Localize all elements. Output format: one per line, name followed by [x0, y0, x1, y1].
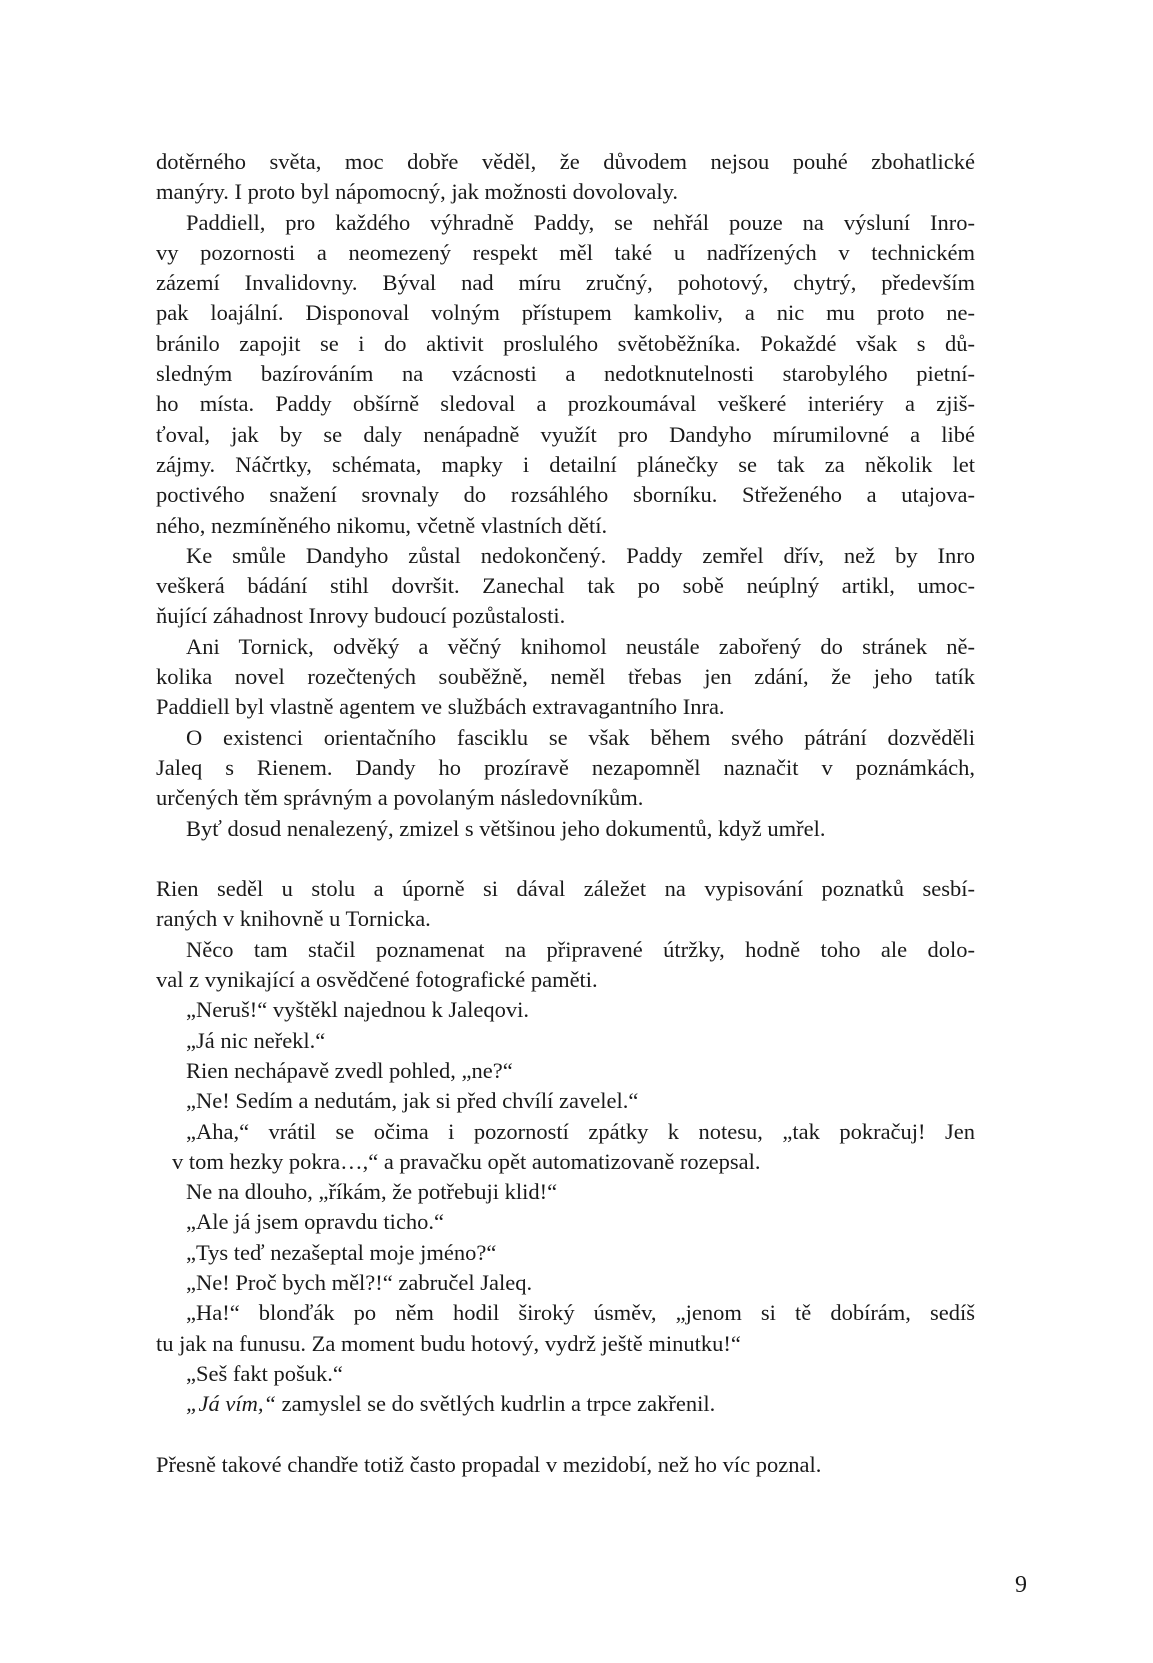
text-line: raných v knihovně u Tornicka.: [156, 906, 431, 932]
text-line: Přesně takové chandře totiž často propadal v mezidobí, než ho víc poznal.: [156, 1451, 822, 1477]
text-line: Ani Tornick, odvěký a věčný knihomol neustále zabořený do stránek ně-: [186, 633, 975, 659]
paragraph: [156, 935, 975, 996]
text-line: „Ne! Sedím a nedutám, jak si před chvílí zavelel.“: [186, 1088, 639, 1114]
page-number: 9: [1015, 1572, 1027, 1598]
text-line: v tom hezky pokra…,“ a pravačku opět automatizovaně rozepsal.: [172, 1148, 761, 1174]
paragraph: [156, 208, 975, 541]
text-line: zájmy. Náčrtky, schémata, mapky i detailní plánečky se tak za několik let: [156, 451, 975, 477]
text-line: tu jak na funusu. Za moment budu hotový, vydrž ještě minutku!“: [156, 1330, 741, 1356]
paragraph: [156, 723, 975, 814]
paragraph: [156, 541, 975, 632]
text-line: poctivého snažení srovnaly do rozsáhlého sborníku. Střeženého a utajova-: [156, 482, 975, 508]
text-line: určených těm správným a povolaným následovníkům.: [156, 785, 644, 811]
text-line: „Tys teď nezašeptal moje jméno?“: [186, 1239, 497, 1265]
paragraph: [156, 1207, 975, 1237]
paragraph: [156, 1086, 975, 1116]
text-line: kolika novel rozečtených souběžně, neměl třebas jen zdání, že jeho tatík: [156, 664, 975, 690]
paragraph: [156, 1056, 975, 1086]
text-line: vy pozornosti a neomezený respekt měl také u nadřízených v technickém: [156, 239, 975, 265]
text-line: pak loajální. Disponoval volným přístupem kamkoliv, a nic mu proto ne-: [156, 300, 975, 326]
paragraph: [156, 632, 975, 723]
page-text: [156, 147, 975, 1480]
text-line: „Seš fakt pošuk.“: [186, 1360, 343, 1386]
paragraph: [156, 1359, 975, 1389]
text-line: bránilo zapojit se i do aktivit proslulého světoběžníka. Pokaždé však s dů-: [156, 330, 975, 356]
text-line: sledným bazírováním na vzácnosti a nedotknutelnosti starobylého pietní-: [156, 361, 975, 387]
text-line: manýry. I proto byl nápomocný, jak možnosti dovolovaly.: [156, 179, 678, 205]
text-line: Něco tam stačil poznamenat na připravené útržky, hodně toho ale dolo-: [186, 936, 975, 962]
paragraph-gap: [156, 1419, 975, 1449]
paragraph: [156, 1238, 975, 1268]
text-line: „Ne! Proč bych měl?!“ zabručel Jaleq.: [186, 1269, 533, 1295]
text-line: Byť dosud nenalezený, zmizel s většinou jeho dokumentů, když umřel.: [186, 815, 826, 841]
text-line: „Já nic neřekl.“: [186, 1027, 326, 1053]
text-line: „Ha!“ blonďák po něm hodil široký úsměv, „jenom si tě dobírám, sedíš: [186, 1300, 975, 1326]
text-line: ho místa. Paddy obšírně sledoval a prozkoumával veškeré interiéry a zjiš-: [156, 391, 975, 417]
paragraph: [156, 874, 975, 935]
text-line: veškerá bádání stihl dovršit. Zanechal tak po sobě neúplný artikl, umoc-: [156, 573, 975, 599]
paragraph: [156, 147, 975, 208]
text-line: ného, nezmíněného nikomu, včetně vlastních dětí.: [156, 512, 608, 538]
text-line: Paddiell byl vlastně agentem ve službách extravagantního Inra.: [156, 694, 725, 720]
text-line: Rien seděl u stolu a úporně si dával záležet na vypisování poznatků sesbí-: [156, 876, 975, 902]
italic-text: „Já vím,“: [186, 1391, 276, 1417]
paragraph: [156, 1268, 975, 1298]
paragraph: [156, 814, 975, 844]
paragraph: [156, 1177, 975, 1207]
paragraph-gap: [156, 844, 975, 874]
paragraph: [156, 1389, 975, 1419]
plain-text: zamyslel se do světlých kudrlin a trpce zakřenil.: [276, 1391, 716, 1417]
text-line: „Aha,“ vrátil se očima i pozorností zpátky k notesu, „tak pokračuj! Jen: [186, 1118, 975, 1144]
text-line: O existenci orientačního fasciklu se však během svého pátrání dozvěděli: [186, 724, 975, 750]
paragraph: [156, 995, 975, 1025]
text-line: ňující záhadnost Inrovy budoucí pozůstalosti.: [156, 603, 566, 629]
text-line: ťoval, jak by se daly nenápadně využít pro Dandyho mírumilovné a libé: [156, 421, 975, 447]
paragraph: [156, 1117, 975, 1178]
text-line: Rien nechápavě zvedl pohled, „ne?“: [186, 1057, 513, 1083]
text-line: [156, 1389, 975, 1419]
text-line: „Ale já jsem opravdu ticho.“: [186, 1209, 445, 1235]
paragraph: [156, 1450, 975, 1480]
text-line: „Neruš!“ vyštěkl najednou k Jaleqovi.: [186, 997, 530, 1023]
paragraph: [156, 1298, 975, 1359]
text-line: dotěrného světa, moc dobře věděl, že důvodem nejsou pouhé zbohatlické: [156, 149, 975, 174]
text-line: Jaleq s Rienem. Dandy ho prozíravě nezapomněl naznačit v poznámkách,: [156, 754, 975, 780]
text-line: zázemí Invalidovny. Býval nad míru zručný, pohotový, chytrý, především: [156, 270, 975, 296]
paragraph: [156, 1026, 975, 1056]
text-line: val z vynikající a osvědčené fotografické paměti.: [156, 967, 598, 993]
text-line: Ke smůle Dandyho zůstal nedokončený. Paddy zemřel dřív, než by Inro: [186, 542, 975, 568]
text-line: Ne na dlouho, „říkám, že potřebuji klid!“: [186, 1179, 558, 1205]
text-line: Paddiell, pro každého výhradně Paddy, se nehřál pouze na výsluní Inro-: [186, 209, 975, 235]
